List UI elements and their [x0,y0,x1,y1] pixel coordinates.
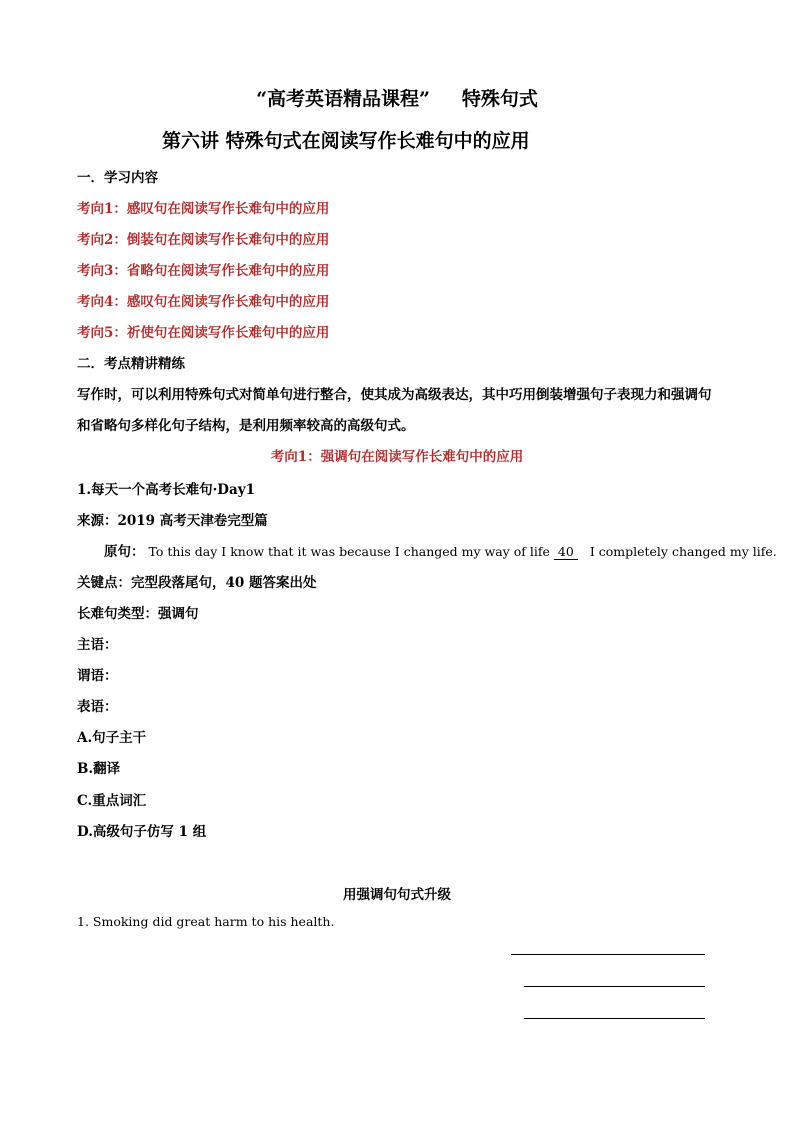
lecture-subtitle: 第六讲 特殊句式在阅读写作长难句中的应用 [162,130,530,152]
original-text-a: To this day I know that it was because I changed my way of life [148,544,550,559]
topic-title: 考向1：强调句在阅读写作长难句中的应用 [270,449,524,465]
section2-heading: 二．考点精讲精练 [77,356,185,372]
title-topic: 特殊句式 [461,88,538,110]
answer-line-2 [524,986,705,987]
exercise-heading: 用强调句句式升级 [343,887,451,903]
learning-item-2: 考向2：倒装句在阅读写作长难句中的应用 [77,232,330,248]
sentence-type-line: 长难句类型：强调句 [77,606,199,622]
learning-item-1: 考向1：感叹句在阅读写作长难句中的应用 [77,201,330,217]
item-d: D.高级句子仿写 1 组 [77,824,207,840]
section1-heading: 一．学习内容 [77,170,158,186]
learning-item-5: 考向5：祈使句在阅读写作长难句中的应用 [77,325,330,341]
predicate-label: 谓语： [77,668,118,684]
title-course: “高考英语精品课程” [256,88,430,110]
answer-line-1 [511,954,705,955]
original-label: 原句： [104,544,145,560]
source-line: 来源：2019 高考天津卷完型篇 [77,513,268,529]
section2-paragraph: 写作时，可以利用特殊句式对简单句进行整合，使其成为高级表达，其中巧用倒装增强句子表现力和强调句和省略句多样化句子结构，是利用频率较高的高级句式。 [77,387,712,434]
day-title: 1.每天一个高考长难句·Day1 [77,482,255,498]
keypoint-line: 关键点：完型段落尾句，40 题答案出处 [77,575,317,591]
document-title [0,84,794,111]
learning-item-4: 考向4：感叹句在阅读写作长难句中的应用 [77,294,330,310]
exercise-item-1: 1. Smoking did great harm to his health. [77,914,335,929]
learning-item-3: 考向3：省略句在阅读写作长难句中的应用 [77,263,330,279]
blank-number: 40 [554,545,578,560]
item-b: B.翻译 [77,761,121,777]
complement-label: 表语： [77,699,118,715]
item-c: C.重点词汇 [77,793,147,809]
subject-label: 主语： [77,637,118,653]
answer-line-3 [524,1018,705,1019]
item-a: A.句子主干 [77,730,147,746]
original-sentence [104,540,777,560]
original-text-b: I completely changed my life. [589,544,777,559]
